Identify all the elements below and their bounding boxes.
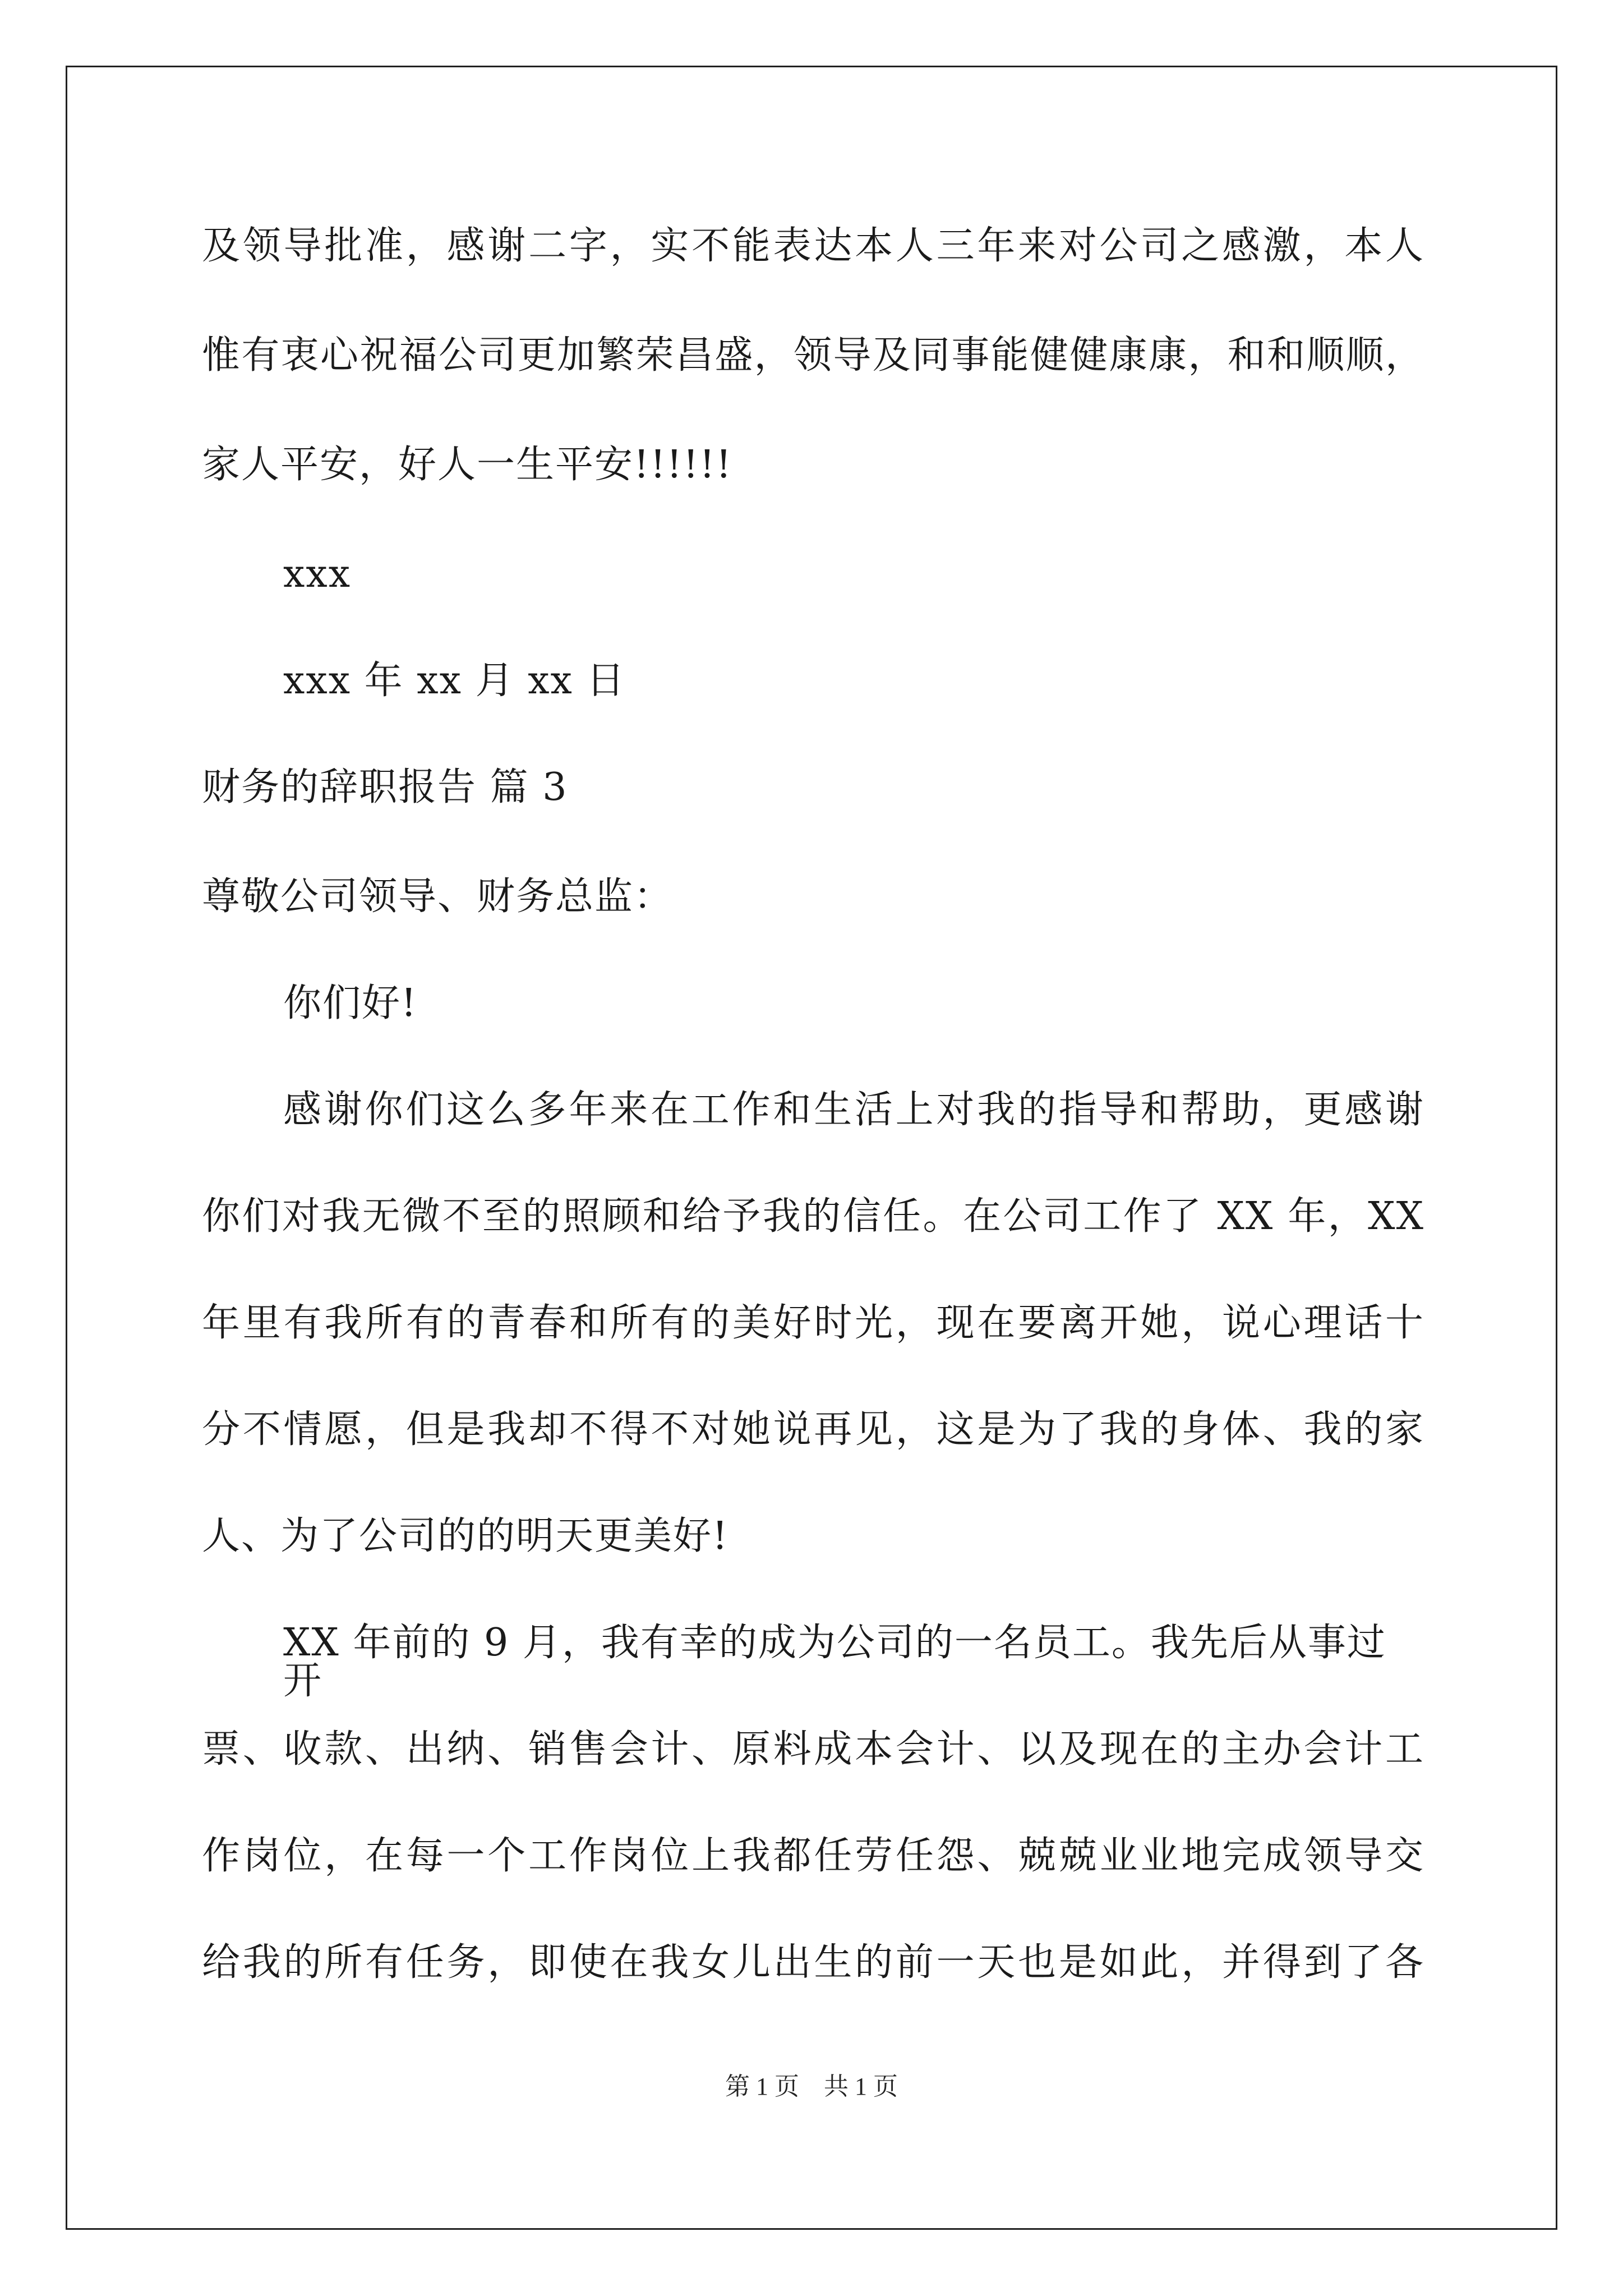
salutation: 尊敬公司领导、财务总监： (202, 875, 674, 919)
page-border (66, 66, 1557, 2230)
text-line: 年里有我所有的青春和所有的美好时光，现在要离开她，说心理话十 (202, 1301, 1424, 1345)
text-line: 及领导批准，感谢二字，实不能表达本人三年来对公司之感激，本人 (202, 224, 1424, 268)
text-line: 感谢你们这么多年来在工作和生活上对我的指导和帮助，更感谢 (283, 1088, 1424, 1132)
text-line: 票、收款、出纳、销售会计、原料成本会计、以及现在的主办会计工 (202, 1727, 1424, 1772)
text-line: 惟有衷心祝福公司更加繁荣昌盛，领导及同事能健健康康，和和顺顺， (202, 333, 1424, 378)
signature-date: xxx 年 xx 月 xx 日 (283, 659, 626, 703)
text-line: XX 年前的 9 月，我有幸的成为公司的一名员工。我先后从事过开 (283, 1621, 1386, 1703)
text-line: 人、为了公司的的明天更美好! (202, 1514, 729, 1558)
text-line: 分不情愿，但是我却不得不对她说再见，这是为了我的身体、我的家 (202, 1407, 1424, 1452)
text-line: 家人平安，好人一生平安!!!!!! (202, 443, 732, 487)
text-line: 作岗位，在每一个工作岗位上我都任劳任怨、兢兢业业地完成领导交 (202, 1834, 1424, 1878)
text-line: 给我的所有任务，即使在我女儿出生的前一天也是如此，并得到了各 (202, 1940, 1424, 1985)
greeting: 你们好! (283, 981, 418, 1025)
signature-name: xxx (283, 552, 352, 596)
text-line: 你们对我无微不至的照顾和给予我的信任。在公司工作了 XX 年，XX (202, 1194, 1424, 1239)
page-footer: 第 1 页 共 1 页 (725, 2073, 898, 2100)
section-heading: 财务的辞职报告 篇 3 (202, 765, 568, 809)
